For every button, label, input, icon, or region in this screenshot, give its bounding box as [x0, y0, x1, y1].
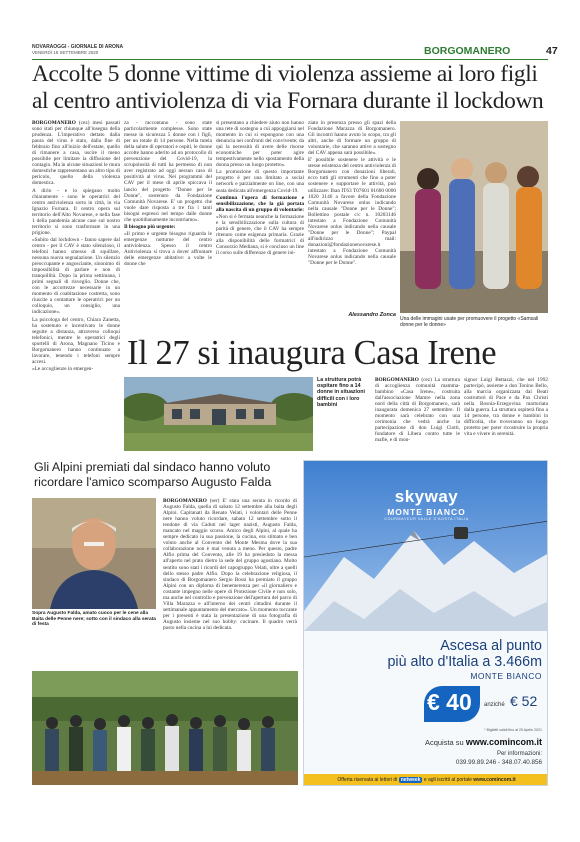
offer-post: e agli iscritti al portale — [423, 777, 472, 783]
article2-column-2 — [464, 377, 548, 453]
article3-headline: Gli Alpini premiati dal sindaco hanno voluto ricordare l'amico scomparso Augusto Falda — [34, 460, 272, 489]
article1-headline: Accolte 5 donne vittime di violenza assieme ai loro figli al centro antiviolenza di via Fornara durante il lockdown — [32, 61, 544, 114]
paragraph: «Non si è fermata neanche la formazione e la sensibilizzazione sulla cultura di parità di genere, che il CAV ha sempre ritenuto come esigenza primaria. Grazie alla disponibilità delle formatrici di Consorzio Mediana, si è concluso un line il corso sulle differenze di genere ini- — [216, 213, 304, 256]
offer-site-link[interactable]: www.comincom.it — [473, 777, 516, 783]
paper-name: NOVARAOGGI - GIORNALE DI ARONA — [32, 44, 124, 50]
buy-label: Acquista su — [424, 738, 464, 747]
netweek-badge: netweek — [400, 777, 421, 783]
skyway-tagline: COURMAYEUR VALLE D'AOSTA ITALIA — [384, 517, 469, 521]
women-photo-caption: Una delle immagini usate per promuovere il progetto «Samsali donne per le donne» — [400, 316, 539, 328]
group-illustration — [32, 671, 298, 785]
paragraph: «Le accoglienze in emergen- — [32, 365, 94, 372]
paragraph: si presentano a chiedere aiuto non hanno una rete di sostegno a cui appoggiarsi nel momento in cui si espongono con una denuncia nei confronti del convivente; da qui la necessità di avere delle risorse economiche per poter agire tempestivamente nello spostamento della donna presso un luogo protetto». — [216, 120, 304, 169]
paragraph: E' possibile sostenere le attività e le stesse esistenza del centro antiviolenza di Borgomanero con donazioni liberali, ecco tutti gli strumenti che fino a poter sostenere e supportare le attività, può utilizzare: Iban IT63 T07601 01600 0000 1020 3146 a favore della Fondazione Comunità Novarese onlus indicando nella causale "Donne per le Donne"; Bollettino postale c/c n. 10203146 intestato a Fondazione Comunità Novarese onlus indicando nella causale "Donne per le Donne"; Paypal all'indirizzo mail: donazioni@fondazionenovarese.it intestato a Fondazione Comunità Novarese onlus indicando nella causale "Donne per le Donne". — [308, 157, 396, 267]
advert-headline-1: Ascesa al punto — [440, 638, 542, 654]
augusto-falda-caption: Sopra Augusto Falda, amato cuoco per le cene alla Baita delle Penne nere; sotto con il sindaco alla serata di festa — [32, 611, 156, 628]
paragraph: «Il primo e urgente bisogno riguarda le emergenze notturne del centro antiviolenza. Spesso il centro Antiviolenza si trova a dover affrontare delle emergenze abitative: a volte le donne che — [124, 230, 212, 268]
casa-irene-caption: La struttura potrà ospitare fino a 14 donne in situazioni difficili con i loro bambini — [317, 377, 365, 408]
buy-line[interactable] — [344, 737, 542, 747]
article1-author: Alessandro Zonca — [348, 312, 396, 318]
paragraph: ziato in presenza presso gli spazi della Fondazione Marazza di Borgomanero. Gli incontri hanno avuto lo scopo, tra gli altri, anche di formare un gruppo di volontarie, che saranno attive a sostegno del CAV appena sarà possibile». — [308, 120, 396, 157]
dateline: BORGOMANERO — [32, 120, 76, 126]
paragraph: za - raccontano - sono state particolarmente complesse. Sono state messe in sicurezza 5 donne con i figli, per un totale di 14 persone. Nella tutela della salute di operatori e ospiti, le donne accolte hanno aderito ad un protocollo di prevenzione del Covid-19, la scrupolosità di tutti ha permesso di non aver registrato ad oggi nessun caso di positività al virus. Nei programmi del CAV per il mese di aprile spiccava il lancio del progetto "Donne per le Donne", sostenuto da Fondazione Comunità Novarese. E' un progetto che vuole dare risposta a tre fra i tanti bisogni espressi nel tempo dalle donne che quotidianamente incontriamo». — [124, 120, 212, 223]
subheading: Il bisogno più urgente: — [124, 223, 176, 230]
casa-irene-photo — [124, 377, 313, 451]
article1-column-4 — [308, 120, 396, 310]
dateline: BORGOMANERO — [375, 377, 419, 383]
skyway-logo: skyway — [394, 487, 459, 506]
building-illustration — [124, 377, 313, 451]
paragraph: signor Luigi Bettazzi, che nel 1992 partecipò, assieme a don Tonino Bello, alla marcia organizzata dai Beati costruttori di Pace e da Pax Christi nella Bosnia-Erzegovina martoriata dalla guerra. La struttura ospiterà fino a 14 persone, tra donne e bambini in difficoltà, che troveranno un luogo protetto per poter ricostruire la propria vita e vivere in serenità. — [464, 377, 548, 438]
price-was-label: anziché — [484, 702, 505, 708]
page-header — [12, 44, 568, 58]
dateline: BORGOMANERO — [163, 498, 207, 504]
paper-date: VENERDÌ 18 SETTEMBRE 2020 — [32, 50, 99, 55]
price-was: € 52 — [510, 693, 538, 709]
page-number: 47 — [546, 45, 558, 57]
alpini-group-photo — [32, 671, 298, 785]
article2-column-1: BORGOMANERO (cez) La struttura di accoglienza comunità mamma-bambino «Casa Irene», costruita dall'associazione Mamre nella zona nord della città di Borgomanero, sarà inaugurata domenica 27 settembre. Il momento sarà celebrato con una cerimonia che vedrà anche la partecipazione di don Luigi Ciotti, fondatore di Libera contro tutte le mafie, e di mon- — [375, 377, 460, 444]
price-value: € 40 — [427, 689, 472, 715]
skyway-logo-sub: MONTE BIANCO — [387, 507, 466, 517]
section-name: BORGOMANERO — [424, 45, 511, 57]
women-photo — [400, 121, 548, 313]
skyway-advert[interactable] — [303, 460, 548, 786]
paragraph: «Subito dal lockdown - fanno sapere dal centro - per il CAV è stato silenzioso, il telefoni hanno smesso di squillare, nessuna nuova segnalazione. Un silenzio preoccupante e angosciante, sinonimo di impossibilità di parlare e non di tranquillità. Dopo la prima settimana, i primi segnali di risveglio. Donne che, con le accortezze necessarie in un momento di coabitazione costretta, sono riuscite a contattare le operatrici per un colloquio, un consiglio, una indicazione». — [32, 236, 120, 316]
offer-banner[interactable] — [304, 774, 548, 786]
header-rule — [32, 59, 548, 60]
augusto-falda-photo — [32, 498, 156, 609]
article2-headline: Il 27 si inaugura Casa Irene — [127, 334, 497, 372]
article3-body: BORGOMANERO (ser) E' stata una serata in ricordo di Augusto Falda, quella di sabato 12 settembre alla baita degli Alpini. Capitanati da Renato Velati, i volontari delle Penne nere hanno voluto ricordare, sabato 12 settembre sotto il tendone di via Caduti nei lager nazisti, Augusto Falda, mancato nel maggio scorso. Amico degli Alpini, al quale ha sempre dedicato la sua passione, la cucina, era stimato e ben voluto anche al Convento del Monte Mesma dove la sua collaborazione non è mai venuta a meno. Per questo, padre Alfio prima del Convento, alle 19 ha presieduto la messa all'aperto nel prato dietro la sede del gruppo agostiano. Molto sentito sono stati i ricordi del capogruppo Velati, oltre a quelli dello stesso padre Alfio. Dopo la celebrazione religiosa, il sindaco di Borgomanero Sergio Bossi ha premiato il gruppo Alpini con un diploma di benemerenza per «il giornaliero e costante impegno nelle opere di Protezione Civile e non solo, ma anche nel controllo e prevenzione dell'apertura del parco di Villa Marazza e all'interno dei centri cittadini durante il settimanale appuntamento del mercato». Un momento toccante per i presenti è stata la presentazione di una fotografia di Augusto insieme nel suo hobby: cucinare. Il quadro verrà posto nella cucina a lui dedicata. — [163, 498, 297, 631]
article1-column-1: BORGOMANERO (cez) mesi passati sono stati per chiunque all'insegna della prudenza. L'imperativo dettato dalla paura del virus è stato, dalla fine di febbraio fino all'inizio dell'estate, quello di rimanere a casa, uscire il meno possibile per limitare la diffusione del contagio. Ma in alcune situazioni le mura domestiche rappresentano un altro tipo di pericolo, quello della violenza domestica. A dirlo - e lo spiegano molto chiaramente - sono le operatrici del centro antiviolenza sorto in città, in via Ignazio Fornara. Il centro opera sul territorio dell'Alto Novarese, e nella fase 1 della pandemia alcune case sul nostro territorio si sono trasformate in una prigione. «Subito dal lockdown - fanno sapere dal centro - per il CAV è stato silenzioso, il telefoni hanno smesso di squillare, nessuna nuova segnalazione. Un silenzio preoccupante e angosciante, sinonimo di impossibilità di parlare e non di tranquillità. Dopo la prima settimana, i primi segnali di risveglio. Donne che, con le accortezze necessarie in un momento di coabitazione costretta, sono riuscite a contattare le operatrici per un colloquio, un consiglio, una indicazione». La psicologa del centro, Chiara Zanetta, ha sostenuto e incentivato le donne seguite a distanza, attraverso colloqui telefonici, mentre le operatrici degli sportelli di Arona, Magnano Ticino e Borgomanero hanno continuato a lavorare, tenendo i telefoni sempre accesi. «Le accoglienze in emergen- — [32, 120, 120, 372]
info-phones: 039.99.89.246 - 348.07.40.856 — [455, 759, 542, 766]
portrait-illustration — [32, 498, 156, 609]
info-label: Per informazioni: — [496, 751, 542, 757]
article1-column-2 — [124, 120, 212, 318]
subheading: Continua l'opera di formazione e sensibilizzazione, che la già portata alla nascita di un gruppo di volontarie: — [216, 194, 304, 213]
price-fine-print: * Biglietti validi fino al 20 Aprile 2021 — [484, 728, 542, 732]
article1-column-3 — [216, 120, 304, 318]
buy-site-link[interactable]: www.comincom.it — [465, 737, 542, 747]
paragraph: La promozione di questo importante progetto è per una limitato a social network e parzialmente on line, con una seata dedicata all'emergenza Covid-19. — [216, 169, 304, 194]
offer-pre: Offerta riservata ai lettori di — [337, 777, 398, 783]
advert-mountain-name: MONTE BIANCO — [470, 671, 542, 681]
price-asterisk: * — [475, 689, 479, 699]
paragraph: A dirlo - e lo spiegano molto chiaramente - sono le operatrici del centro antiviolenza sorto in città, in via Ignazio Fornara. Il centro opera sul territorio dell'Alto Novarese, e nella fase 1 della pandemia alcune case sul nostro territorio si sono trasformate in una prigione. — [32, 187, 120, 236]
advert-headline-2: più alto d'Italia a 3.466m — [387, 654, 542, 670]
paragraph: La psicologa del centro, Chiara Zanetta, ha sostenuto e incentivato le donne seguite a distanza, attraverso colloqui telefonici, mentre le operatrici degli sportelli di Arona, Magnano Ticino e Borgomanero hanno continuato a lavorare, tenendo i telefoni sempre accesi. — [32, 316, 120, 365]
women-illustration — [400, 121, 548, 313]
